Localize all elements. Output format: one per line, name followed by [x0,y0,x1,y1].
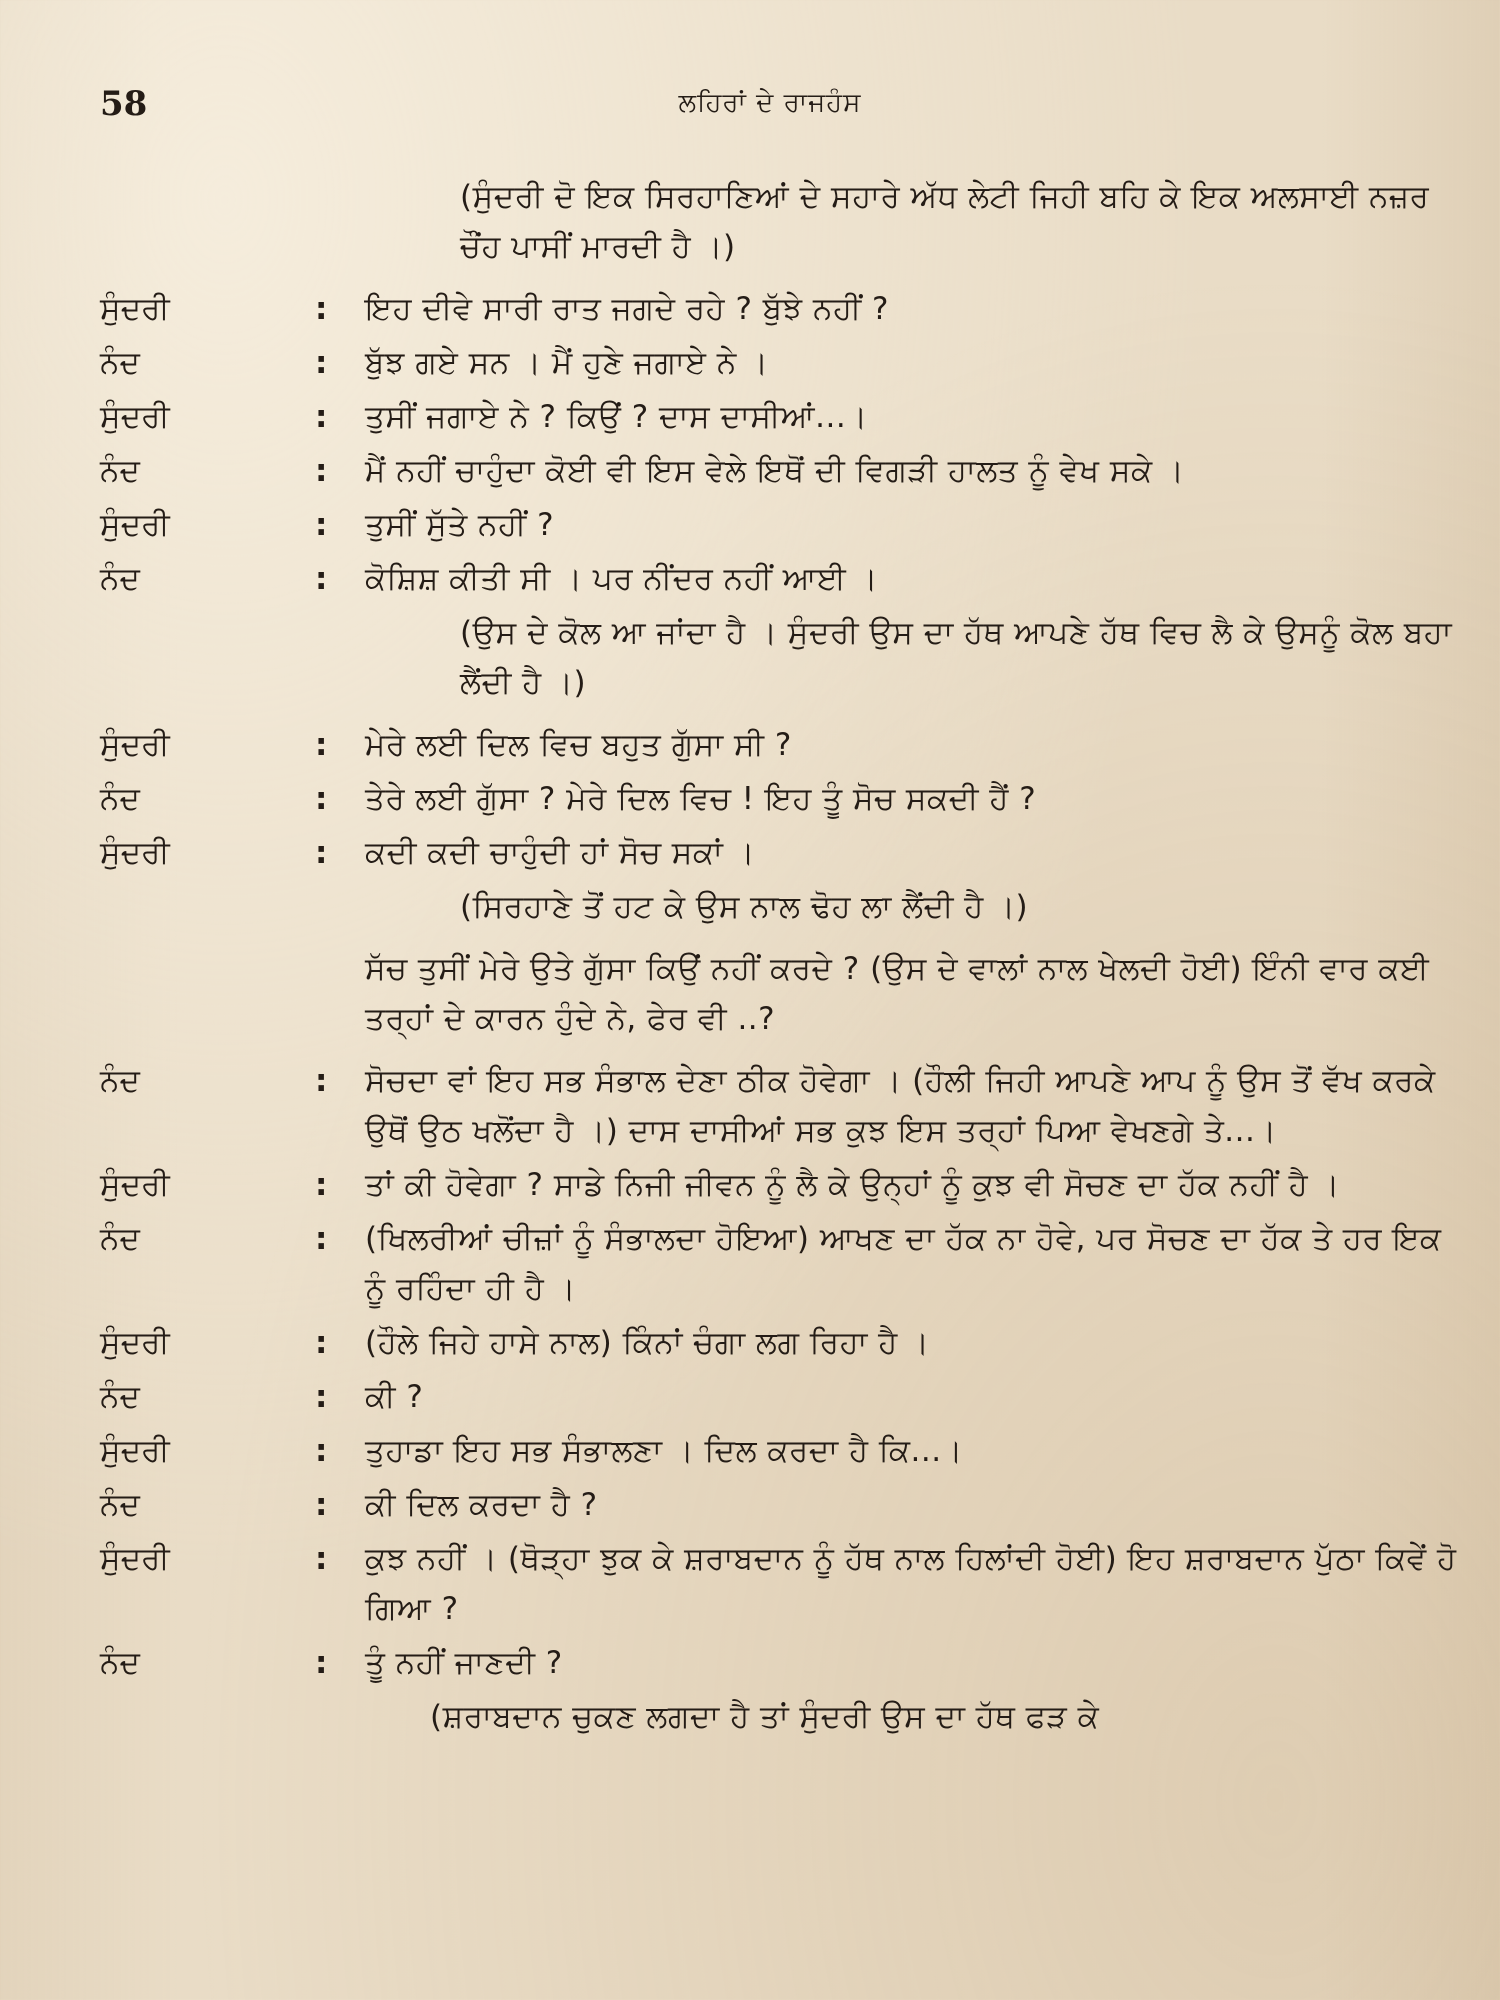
dialogue-text: ਤੁਸੀਂ ਸੁੱਤੇ ਨਹੀਂ ? [365,507,555,543]
dialogue-line [0,1426,1500,1476]
dialogue-text: ਤੂੰ ਨਹੀਂ ਜਾਣਦੀ ? [365,1645,563,1681]
speaker-name: ਨੰਦ [100,1487,140,1523]
speaker-name: ਸੁੰਦਰੀ [100,835,170,871]
stage-direction: (ਸਿਰਹਾਣੇ ਤੋਂ ਹਟ ਕੇ ਉਸ ਨਾਲ ਢੋਹ ਲਾ ਲੈਂਦੀ ਹੈ ।) [460,889,1029,925]
dialogue-line [0,392,1500,442]
speaker-name: ਨੰਦ [100,561,140,597]
dialogue-line [0,446,1500,496]
speaker-colon: : [315,1221,328,1257]
speaker-name: ਸੁੰਦਰੀ [100,1325,170,1361]
dialogue-text: ਤੁਹਾਡਾ ਇਹ ਸਭ ਸੰਭਾਲਣਾ । ਦਿਲ ਕਰਦਾ ਹੈ ਕਿ...। [365,1433,963,1469]
speaker-name: ਸੁੰਦਰੀ [100,399,170,435]
dialogue-line [0,500,1500,550]
dialogue-text: ਮੇਰੇ ਲਈ ਦਿਲ ਵਿਚ ਬਹੁਤ ਗੁੱਸਾ ਸੀ ? [365,727,792,763]
dialogue-line [0,774,1500,824]
dialogue-line [0,1318,1500,1368]
speaker-name: ਸੁੰਦਰੀ [100,1541,170,1577]
dialogue-text: ਕਦੀ ਕਦੀ ਚਾਹੁੰਦੀ ਹਾਂ ਸੋਚ ਸਕਾਂ । [365,835,756,871]
dialogue-text: ਬੁੱਝ ਗਏ ਸਨ । ਮੈਂ ਹੁਣੇ ਜਗਾਏ ਨੇ । [365,345,769,381]
dialogue-line [0,284,1500,334]
speaker-colon: : [315,1325,328,1361]
speaker-colon: : [315,345,328,381]
speaker-name: ਨੰਦ [100,453,140,489]
dialogue-line [0,1534,1500,1634]
dialogue-line [0,1638,1500,1688]
dialogue-text: ਤੁਸੀਂ ਜਗਾਏ ਨੇ ? ਕਿਉਂ ? ਦਾਸ ਦਾਸੀਆਂ...। [365,399,868,435]
speaker-colon: : [315,561,328,597]
speaker-colon: : [315,1063,328,1099]
speaker-name: ਨੰਦ [100,781,140,817]
dialogue-line [0,720,1500,770]
speaker-name: ਸੁੰਦਰੀ [100,1433,170,1469]
dialogue-continuation: ਸੱਚ ਤੁਸੀਂ ਮੇਰੇ ਉਤੇ ਗੁੱਸਾ ਕਿਉਂ ਨਹੀਂ ਕਰਦੇ ? (ਉਸ ਦੇ ਵਾਲਾਂ ਨਾਲ ਖੇਲਦੀ ਹੋਈ) ਇੰਨੀ ਵਾਰ ਕਈ ਤਰ੍ਹਾਂ ਦੇ ਕਾਰਨ ਹੁੰਦੇ ਨੇ, ਫੇਰ ਵੀ ..? [365,951,1430,1037]
dialogue-line [0,1056,1500,1156]
speaker-name: ਨੰਦ [100,1063,140,1099]
speaker-colon: : [315,1487,328,1523]
dialogue-text: ਕੀ ? [365,1379,424,1415]
page-header [100,84,1440,134]
dialogue-text: ਇਹ ਦੀਵੇ ਸਾਰੀ ਰਾਤ ਜਗਦੇ ਰਹੇ ? ਬੁੱਝੇ ਨਹੀਂ ? [365,291,889,327]
dialogue-line [0,1214,1500,1314]
speaker-colon: : [315,507,328,543]
speaker-colon: : [315,727,328,763]
speaker-name: ਸੁੰਦਰੀ [100,507,170,543]
speaker-name: ਨੰਦ [100,1645,140,1681]
speaker-colon: : [315,399,328,435]
stage-direction: (ਸ਼ਰਾਬਦਾਨ ਚੁਕਣ ਲਗਦਾ ਹੈ ਤਾਂ ਸੁੰਦਰੀ ਉਸ ਦਾ ਹੱਥ ਫੜ ਕੇ [430,1699,1100,1735]
speaker-name: ਸੁੰਦਰੀ [100,291,170,327]
dialogue-text: ਤਾਂ ਕੀ ਹੋਵੇਗਾ ? ਸਾਡੇ ਨਿਜੀ ਜੀਵਨ ਨੂੰ ਲੈ ਕੇ ਉਨ੍ਹਾਂ ਨੂੰ ਕੁਝ ਵੀ ਸੋਚਣ ਦਾ ਹੱਕ ਨਹੀਂ ਹੈ । [365,1167,1340,1203]
dialogue-text: (ਹੌਲੇ ਜਿਹੇ ਹਾਸੇ ਨਾਲ) ਕਿੰਨਾਂ ਚੰਗਾ ਲਗ ਰਿਹਾ ਹੈ । [365,1325,930,1361]
speaker-colon: : [315,1433,328,1469]
dialogue-text: ਸੋਚਦਾ ਵਾਂ ਇਹ ਸਭ ਸੰਭਾਲ ਦੇਣਾ ਠੀਕ ਹੋਵੇਗਾ । (ਹੌਲੀ ਜਿਹੀ ਆਪਣੇ ਆਪ ਨੂੰ ਉਸ ਤੋਂ ਵੱਖ ਕਰਕੇ ਉਥੋਂ ਉਠ ਖਲੋਂਦਾ ਹੈ ।) ਦਾਸ ਦਾਸੀਆਂ ਸਭ ਕੁਝ ਇਸ ਤਰ੍ਹਾਂ ਪਿਆ ਵੇਖਣਗੇ ਤੇ...। [365,1063,1436,1149]
speaker-colon: : [315,291,328,327]
speaker-name: ਸੁੰਦਰੀ [100,727,170,763]
dialogue-text: ਤੇਰੇ ਲਈ ਗੁੱਸਾ ? ਮੇਰੇ ਦਿਲ ਵਿਚ ! ਇਹ ਤੂੰ ਸੋਚ ਸਕਦੀ ਹੈਂ ? [365,781,1037,817]
speaker-colon: : [315,1645,328,1681]
dialogue-line [0,1160,1500,1210]
speaker-colon: : [315,1541,328,1577]
dialogue-line [0,1372,1500,1422]
speaker-colon: : [315,1379,328,1415]
dialogue-text: ਮੈਂ ਨਹੀਂ ਚਾਹੁੰਦਾ ਕੋਈ ਵੀ ਇਸ ਵੇਲੇ ਇਥੋਂ ਦੀ ਵਿਗੜੀ ਹਾਲਤ ਨੂੰ ਵੇਖ ਸਕੇ । [365,453,1185,489]
speaker-colon: : [315,835,328,871]
speaker-name: ਨੰਦ [100,1379,140,1415]
speaker-name: ਸੁੰਦਰੀ [100,1167,170,1203]
speaker-colon: : [315,453,328,489]
stage-direction: (ਉਸ ਦੇ ਕੋਲ ਆ ਜਾਂਦਾ ਹੈ । ਸੁੰਦਰੀ ਉਸ ਦਾ ਹੱਥ ਆਪਣੇ ਹੱਥ ਵਿਚ ਲੈ ਕੇ ਉਸਨੂੰ ਕੋਲ ਬਹਾ ਲੈਂਦੀ ਹੈ ।) [460,615,1453,701]
dialogue-text: ਕੁਝ ਨਹੀਂ । (ਥੋੜ੍ਹਾ ਝੁਕ ਕੇ ਸ਼ਰਾਬਦਾਨ ਨੂੰ ਹੱਥ ਨਾਲ ਹਿਲਾਂਦੀ ਹੋਈ) ਇਹ ਸ਼ਰਾਬਦਾਨ ਪੁੱਠਾ ਕਿਵੇਂ ਹੋ ਗਿਆ ? [365,1541,1457,1627]
speaker-colon: : [315,781,328,817]
running-head: ਲਹਿਰਾਂ ਦੇ ਰਾਜਹੰਸ [678,88,862,118]
page-number: 58 [100,84,148,124]
speaker-name: ਨੰਦ [100,345,140,381]
speaker-colon: : [315,1167,328,1203]
dialogue-line [0,1480,1500,1530]
speaker-name: ਨੰਦ [100,1221,140,1257]
dialogue-text: ਕੀ ਦਿਲ ਕਰਦਾ ਹੈ ? [365,1487,598,1523]
dialogue-text: (ਖਿਲਰੀਆਂ ਚੀਜ਼ਾਂ ਨੂੰ ਸੰਭਾਲਦਾ ਹੋਇਆ) ਆਖਣ ਦਾ ਹੱਕ ਨਾ ਹੋਵੇ, ਪਰ ਸੋਚਣ ਦਾ ਹੱਕ ਤੇ ਹਰ ਇਕ ਨੂੰ ਰਹਿੰਦਾ ਹੀ ਹੈ । [365,1221,1442,1307]
dialogue-line [0,338,1500,388]
dialogue-body [0,172,1500,1754]
dialogue-line [0,554,1500,604]
dialogue-line [0,828,1500,878]
stage-direction: (ਸੁੰਦਰੀ ਦੋ ਇਕ ਸਿਰਹਾਣਿਆਂ ਦੇ ਸਹਾਰੇ ਅੱਧ ਲੇਟੀ ਜਿਹੀ ਬਹਿ ਕੇ ਇਕ ਅਲਸਾਈ ਨਜ਼ਰ ਚੌਂਹ ਪਾਸੀਂ ਮਾਰਦੀ ਹੈ ।) [460,179,1430,265]
dialogue-text: ਕੋਸ਼ਿਸ਼ ਕੀਤੀ ਸੀ । ਪਰ ਨੀਂਦਰ ਨਹੀਂ ਆਈ । [365,561,879,597]
